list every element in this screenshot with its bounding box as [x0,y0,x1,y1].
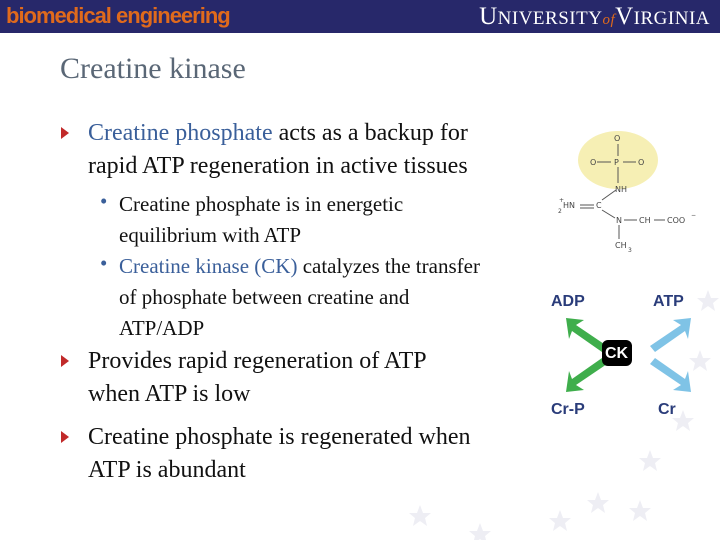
ch-label: CH [639,216,651,225]
department-logo: biomedical engineering [6,3,230,28]
sub-bullet-2 [119,251,549,344]
decorative-star [639,450,661,471]
decorative-star [549,510,571,531]
oxygen-left-label: O [590,158,597,167]
bullet-2 [88,345,548,411]
bullet-arrow-icon [61,127,69,139]
nh-label: NH [615,185,627,194]
bullet-arrow-icon [61,431,69,443]
decorative-star [587,492,609,513]
bullet-2-line2: when ATP is low [88,381,251,407]
carbon-label: C [596,201,602,210]
sub-bullet-dot: • [100,251,108,275]
ch3-label: CH [615,241,627,250]
sub-bullet-2-line3: ATP/ADP [119,316,205,340]
coo-charge-label: − [691,212,697,219]
sub-bullet-2-line2: of phosphate between creatine and [119,285,410,309]
university-logo: UNIVERSITYofVIRGINIA [479,3,710,30]
atp-label: ATP [653,293,684,310]
bullet-3 [88,421,558,487]
creatine-phosphate-structure [556,128,698,256]
adp-label: ADP [551,293,585,310]
molecule-drawing [556,128,698,256]
blue-arrow-icon [650,318,691,352]
bullet-3-line1: Creatine phosphate is regenerated when [88,424,471,450]
oxygen-right-label: O [638,158,645,167]
h2-subscript-label: 2 [558,208,562,215]
hn-label: HN [563,201,575,210]
decorative-star [469,523,491,540]
decorative-star [409,505,431,526]
sub-bullet-1 [119,189,549,251]
bullet-1 [88,117,558,183]
charge-plus-label: + [559,197,565,204]
sub-bullet-1-line2: equilibrium with ATP [119,223,302,247]
bond-line [602,190,616,200]
bullet-1-text: acts as a backup for [272,120,468,146]
bullet-3-line2: ATP is abundant [88,457,246,483]
page-title: Creatine kinase [60,52,246,85]
green-arrow-icon [566,358,607,392]
ck-reaction-diagram [540,280,720,430]
bullet-1-line2: rapid ATP regeneration in active tissues [88,153,468,179]
phosphorus-label: P [614,158,619,167]
bullet-1-highlight: Creatine phosphate [88,120,273,146]
sub-bullet-2-text: catalyzes the transfer [297,254,480,278]
coo-label: COO [667,216,686,225]
ck-label: CK [605,345,629,362]
sub-bullet-1-line1: Creatine phosphate is in energetic [119,192,404,216]
decorative-star [629,500,651,521]
bullet-2-line1: Provides rapid regeneration of ATP [88,348,427,374]
green-arrow-icon [566,318,607,352]
bond-line [602,210,615,218]
creatine-label: Cr [658,401,676,418]
ch3-subscript-label: 3 [628,247,632,254]
nitrogen-label: N [616,216,622,225]
bullet-arrow-icon [61,355,69,367]
sub-bullet-2-highlight: Creatine kinase (CK) [119,254,298,278]
sub-bullet-dot: • [100,189,108,213]
creatine-phosphate-label: Cr-P [551,401,585,418]
oxygen-top-label: O [614,134,621,143]
blue-arrow-icon [650,358,691,392]
